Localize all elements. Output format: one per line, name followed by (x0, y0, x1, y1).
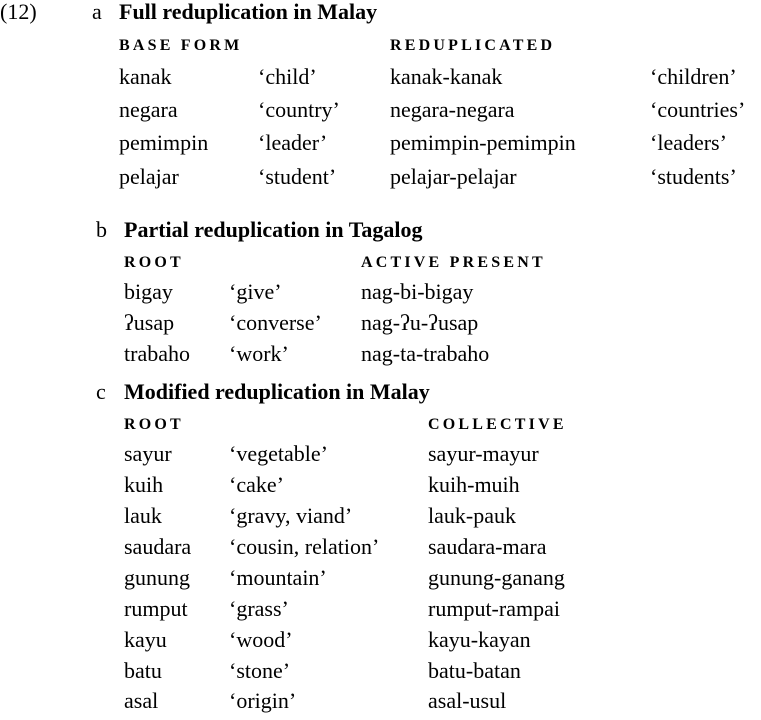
header-base-form: BASE FORM (119, 37, 243, 54)
example-number: (12) (0, 0, 37, 24)
collective-form: kuih-muih (428, 472, 520, 497)
reduplicated-gloss: ‘students’ (650, 164, 737, 189)
reduplicated-gloss: ‘leaders’ (650, 130, 727, 155)
root-form: ʔusap (124, 310, 175, 335)
collective-form: batu-batan (428, 658, 521, 683)
table-row (0, 66, 761, 96)
gloss: ‘student’ (258, 164, 337, 189)
gloss: ‘wood’ (229, 627, 293, 652)
header-collective: COLLECTIVE (428, 416, 567, 433)
reduplicated-form: negara-negara (390, 97, 515, 122)
gloss: ‘mountain’ (229, 565, 327, 590)
gloss: ‘origin’ (229, 688, 297, 713)
active-present-form: nag-ʔu-ʔusap (361, 310, 479, 335)
table-row (0, 567, 761, 597)
reduplicated-gloss: ‘children’ (650, 64, 737, 89)
section-c-letter: c (96, 379, 106, 404)
root-form: trabaho (124, 341, 190, 366)
root-form: sayur (124, 441, 172, 466)
table-row (0, 99, 761, 129)
reduplicated-form: kanak-kanak (390, 64, 503, 89)
base-form: pemimpin (119, 130, 209, 155)
root-form: bigay (124, 279, 173, 304)
table-row (0, 132, 761, 162)
root-form: batu (124, 658, 162, 683)
table-row (0, 312, 761, 342)
table-row (0, 505, 761, 535)
table-row (0, 281, 761, 311)
collective-form: rumput-rampai (428, 596, 560, 621)
collective-form: lauk-pauk (428, 503, 516, 528)
reduplicated-gloss: ‘countries’ (650, 97, 746, 122)
root-form: rumput (124, 596, 188, 621)
root-form: saudara (124, 534, 192, 559)
root-form: asal (124, 688, 159, 713)
gloss: ‘converse’ (229, 310, 322, 335)
base-form: pelajar (119, 164, 179, 189)
collective-form: kayu-kayan (428, 627, 531, 652)
table-row (0, 166, 761, 196)
gloss: ‘work’ (229, 341, 289, 366)
root-form: lauk (124, 503, 162, 528)
gloss: ‘stone’ (229, 658, 291, 683)
gloss: ‘grass’ (229, 596, 289, 621)
gloss: ‘country’ (258, 97, 340, 122)
reduplicated-form: pemimpin-pemimpin (390, 130, 576, 155)
table-row (0, 474, 761, 504)
active-present-form: nag-bi-bigay (361, 279, 474, 304)
section-a-letter: a (92, 0, 102, 24)
reduplicated-form: pelajar-pelajar (390, 164, 517, 189)
active-present-form: nag-ta-trabaho (361, 341, 490, 366)
root-form: gunung (124, 565, 190, 590)
collective-form: sayur-mayur (428, 441, 539, 466)
collective-form: saudara-mara (428, 534, 547, 559)
root-form: kayu (124, 627, 167, 652)
header-active-present: ACTIVE PRESENT (361, 254, 546, 271)
gloss: ‘leader’ (258, 130, 328, 155)
gloss: ‘gravy, viand’ (229, 503, 353, 528)
table-row (0, 443, 761, 473)
header-reduplicated: REDUPLICATED (390, 37, 556, 54)
table-row (0, 629, 761, 659)
gloss: ‘child’ (258, 64, 317, 89)
table-row (0, 536, 761, 566)
table-row (0, 690, 761, 720)
collective-form: asal-usul (428, 688, 507, 713)
header-root: ROOT (124, 254, 184, 271)
section-a-title: Full reduplication in Malay (119, 0, 378, 24)
table-row (0, 598, 761, 628)
gloss: ‘cousin, relation’ (229, 534, 380, 559)
table-row (0, 343, 761, 373)
gloss: ‘give’ (229, 279, 282, 304)
section-b-title: Partial reduplication in Tagalog (124, 217, 423, 242)
section-c-title: Modified reduplication in Malay (124, 379, 430, 404)
base-form: negara (119, 97, 178, 122)
section-b-letter: b (96, 217, 107, 242)
table-row (0, 660, 761, 690)
collective-form: gunung-ganang (428, 565, 565, 590)
gloss: ‘vegetable’ (229, 441, 328, 466)
base-form: kanak (119, 64, 172, 89)
gloss: ‘cake’ (229, 472, 284, 497)
root-form: kuih (124, 472, 164, 497)
header-root: ROOT (124, 416, 184, 433)
